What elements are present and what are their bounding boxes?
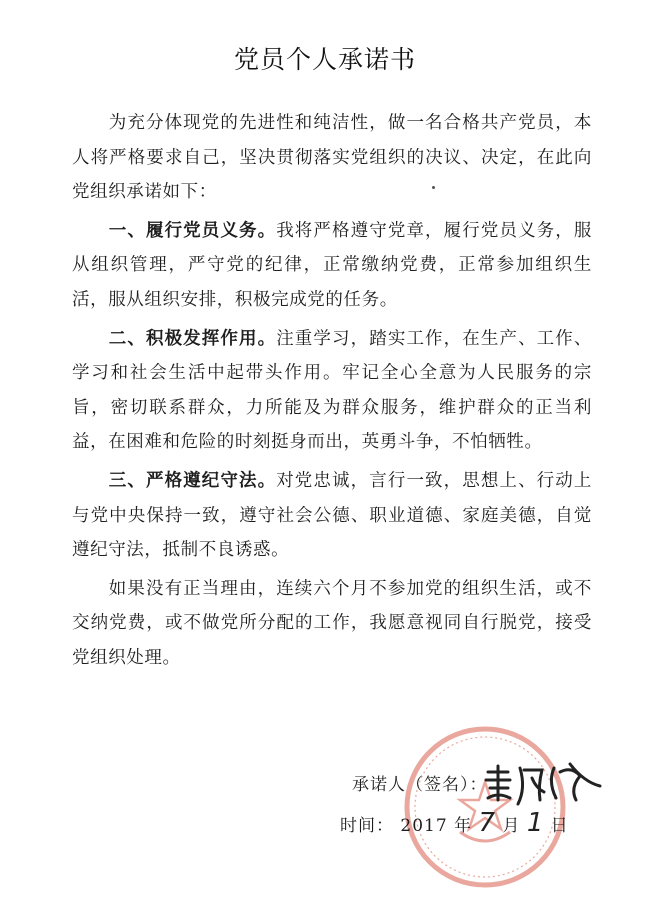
document-title: 党员个人承诺书 [233,45,416,74]
signer-label: 承诺人（签名）： [352,775,488,795]
intro-paragraph: 为充分体现党的先进性和纯洁性，做一名合格共产党员，本人将严格要求自己，坚决贯彻落实党组织的决议、决定，在此向党组织承诺如下： [72,113,592,203]
item-paragraph-2 [72,322,592,460]
item-text-1: 我将严格遵守党章，履行党员义务，服从组织管理，严守党的纪律，正常缴纳党费，正常参加组织生活，服从组织安排，积极完成党的任务。 [72,220,592,310]
date-day: 1 [526,808,545,838]
date-year: 2017 [400,816,448,836]
date-day-unit: 日 [550,816,569,836]
item-heading-3: 三、严格遵纪守法。 [108,470,277,491]
date-year-unit: 年 [454,816,473,836]
item-text-3: 对党忠诚，言行一致，思想上、行动上与党中央保持一致，遵守社会公德、职业道德、家庭美德，自觉遵纪守法，抵制不良诱惑。 [72,470,592,561]
item-paragraph-3 [72,464,592,568]
date-label: 时间： [340,816,394,836]
date-month: 7 [478,808,497,838]
scan-speck [432,186,435,189]
item-heading-1: 一、履行党员义务。 [108,220,277,241]
item-paragraph-1 [72,214,592,318]
date-line [340,808,569,838]
document-body [72,106,592,680]
item-text-2: 注重学习，踏实工作，在生产、工作、学习和社会生活中起带头作用。牢记全心全意为人民服务的宗旨，密切联系群众，力所能及为群众服务，维护群众的正当利益，在困难和危险的时刻挺身而出，英勇斗争，不怕牺牲。 [72,328,592,453]
handwritten-signature [480,758,640,808]
signer-line [352,770,488,795]
date-month-unit: 月 [502,816,521,836]
closing-paragraph: 如果没有正当理由，连续六个月不参加党的组织生活，或不交纳党费，或不做党所分配的工作，我愿意视同自行脱党，接受党组织处理。 [72,578,592,668]
item-heading-2: 二、积极发挥作用。 [108,328,277,349]
